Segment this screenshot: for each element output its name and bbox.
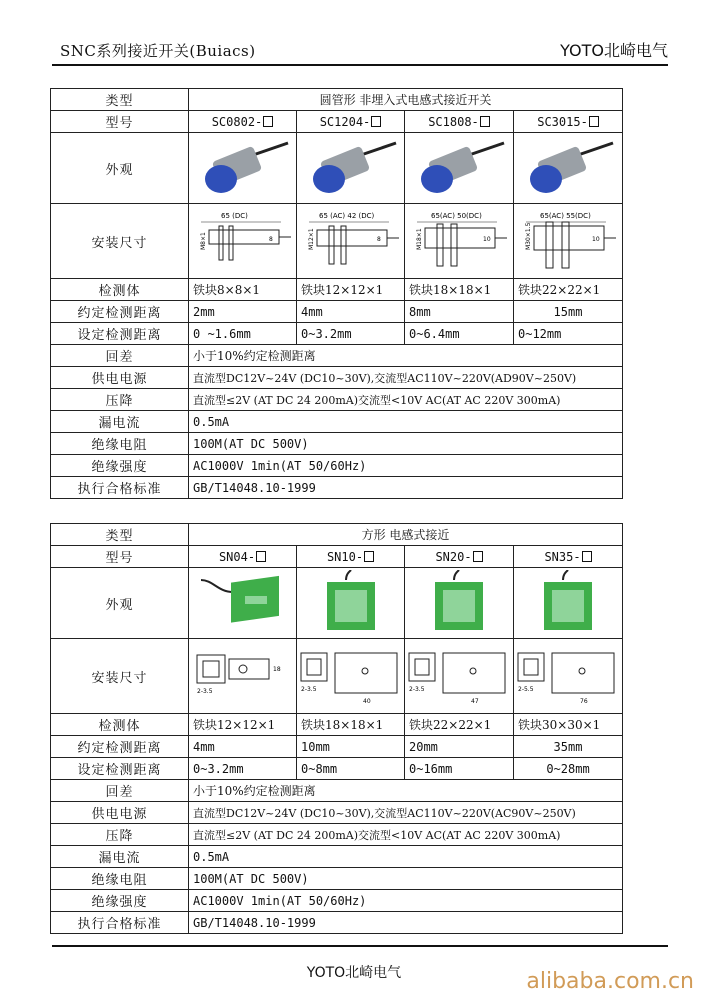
svg-text:8: 8 bbox=[268, 236, 273, 243]
sensor-photo bbox=[514, 133, 623, 204]
drop-value: 直流型≤2V (AT DC 24 200mA)交流型<10V AC(AT AC 220V 300mA) bbox=[189, 824, 623, 846]
model-cell: SC0802- bbox=[189, 111, 297, 133]
detect-cell: 铁块12×12×1 bbox=[297, 279, 405, 301]
box-symbol bbox=[263, 116, 273, 127]
square-sensor-icon bbox=[518, 570, 618, 636]
dimension-diagram-icon bbox=[299, 206, 403, 276]
table-row bbox=[51, 345, 623, 367]
table-row bbox=[51, 824, 623, 846]
sensor-photo bbox=[514, 568, 623, 639]
set-cell: 0~16mm bbox=[405, 758, 514, 780]
detect-cell: 铁块8×8×1 bbox=[189, 279, 297, 301]
sensor-photo bbox=[189, 133, 297, 204]
dimension-diagram-icon bbox=[191, 641, 295, 711]
dimension-diagram-icon bbox=[516, 206, 620, 276]
table-row bbox=[51, 477, 623, 499]
set-cell: 0~28mm bbox=[514, 758, 623, 780]
rated-cell: 8mm bbox=[405, 301, 514, 323]
power-value: 直流型DC12V~24V (DC10~30V),交流型AC110V~220V(AD90V~250V) bbox=[189, 367, 623, 389]
row-label: 供电电源 bbox=[51, 367, 189, 389]
dimension-diagram-icon bbox=[407, 206, 511, 276]
row-label: 漏电流 bbox=[51, 846, 189, 868]
row-label: 类型 bbox=[51, 89, 189, 111]
row-label: 安装尺寸 bbox=[51, 639, 189, 714]
leak-value: 0.5mA bbox=[189, 846, 623, 868]
row-label: 类型 bbox=[51, 524, 189, 546]
detect-cell: 铁块18×18×1 bbox=[405, 279, 514, 301]
set-cell: 0~3.2mm bbox=[297, 323, 405, 345]
table-row bbox=[51, 524, 623, 546]
rated-cell: 20mm bbox=[405, 736, 514, 758]
row-label: 约定检测距离 bbox=[51, 301, 189, 323]
svg-text:10: 10 bbox=[483, 236, 491, 243]
type-value: 圆管形 非埋入式电感式接近开关 bbox=[189, 89, 623, 111]
row-label: 型号 bbox=[51, 546, 189, 568]
square-sensor-spec-table bbox=[50, 523, 623, 934]
row-label: 回差 bbox=[51, 345, 189, 367]
svg-text:65(AC) 50(DC): 65(AC) 50(DC) bbox=[431, 212, 482, 220]
row-label: 绝缘强度 bbox=[51, 455, 189, 477]
table-row bbox=[51, 714, 623, 736]
hyst-value: 小于10%约定检测距离 bbox=[189, 345, 623, 367]
table-row bbox=[51, 780, 623, 802]
box-symbol bbox=[589, 116, 599, 127]
row-label: 压降 bbox=[51, 389, 189, 411]
row-label: 执行合格标准 bbox=[51, 477, 189, 499]
svg-text:65(AC) 55(DC): 65(AC) 55(DC) bbox=[540, 212, 591, 220]
detect-cell: 铁块22×22×1 bbox=[514, 279, 623, 301]
svg-text:8: 8 bbox=[376, 236, 381, 243]
svg-text:10: 10 bbox=[592, 236, 600, 243]
header-brand: YOTO北崎电气 bbox=[560, 41, 668, 60]
set-cell: 0~3.2mm bbox=[189, 758, 297, 780]
svg-text:M12×1: M12×1 bbox=[307, 228, 315, 250]
table-row bbox=[51, 411, 623, 433]
dimension-drawing bbox=[189, 639, 297, 714]
rated-cell: 2mm bbox=[189, 301, 297, 323]
row-label: 设定检测距离 bbox=[51, 323, 189, 345]
rated-cell: 10mm bbox=[297, 736, 405, 758]
row-label: 外观 bbox=[51, 133, 189, 204]
table-row bbox=[51, 367, 623, 389]
row-label: 检测体 bbox=[51, 714, 189, 736]
standard-value: GB/T14048.10-1999 bbox=[189, 912, 623, 934]
table-row bbox=[51, 133, 623, 204]
table-row bbox=[51, 301, 623, 323]
set-cell: 0~8mm bbox=[297, 758, 405, 780]
model-cell: SC1204- bbox=[297, 111, 405, 133]
table-row bbox=[51, 912, 623, 934]
table-row bbox=[51, 89, 623, 111]
row-label: 设定检测距离 bbox=[51, 758, 189, 780]
box-symbol bbox=[480, 116, 490, 127]
sensor-photo bbox=[405, 133, 514, 204]
table-row bbox=[51, 455, 623, 477]
svg-text:M8×1: M8×1 bbox=[199, 232, 207, 250]
cylinder-sensor-icon bbox=[409, 135, 509, 201]
hyst-value: 小于10%约定检测距离 bbox=[189, 780, 623, 802]
table-row bbox=[51, 389, 623, 411]
set-cell: 0~6.4mm bbox=[405, 323, 514, 345]
table-row bbox=[51, 846, 623, 868]
power-value: 直流型DC12V~24V (DC10~30V),交流型AC110V~220V(AC90V~250V) bbox=[189, 802, 623, 824]
svg-text:2-3.5: 2-3.5 bbox=[300, 686, 317, 693]
table-row bbox=[51, 546, 623, 568]
set-cell: 0~12mm bbox=[514, 323, 623, 345]
detect-cell: 铁块12×12×1 bbox=[189, 714, 297, 736]
cylinder-sensor-icon bbox=[301, 135, 401, 201]
svg-text:18: 18 bbox=[272, 666, 281, 673]
square-sensor-icon bbox=[301, 570, 401, 636]
row-label: 执行合格标准 bbox=[51, 912, 189, 934]
watermark: alibaba.com.cn bbox=[526, 969, 694, 994]
detect-cell: 铁块30×30×1 bbox=[514, 714, 623, 736]
row-label: 压降 bbox=[51, 824, 189, 846]
table-row bbox=[51, 204, 623, 279]
table-row bbox=[51, 639, 623, 714]
dimension-drawing bbox=[405, 204, 514, 279]
sensor-photo bbox=[405, 568, 514, 639]
rated-cell: 4mm bbox=[297, 301, 405, 323]
table-row bbox=[51, 736, 623, 758]
table-row bbox=[51, 802, 623, 824]
row-label: 回差 bbox=[51, 780, 189, 802]
set-cell: 0 ~1.6mm bbox=[189, 323, 297, 345]
footer-brand: YOTO北崎电气 bbox=[306, 965, 402, 981]
row-label: 约定检测距离 bbox=[51, 736, 189, 758]
box-symbol bbox=[256, 551, 266, 562]
svg-text:65 (AC) 42 (DC): 65 (AC) 42 (DC) bbox=[318, 212, 374, 220]
svg-text:2-3.5: 2-3.5 bbox=[409, 686, 425, 693]
box-symbol bbox=[371, 116, 381, 127]
leak-value: 0.5mA bbox=[189, 411, 623, 433]
table-row bbox=[51, 890, 623, 912]
row-label: 绝缘电阻 bbox=[51, 433, 189, 455]
sensor-photo bbox=[189, 568, 297, 639]
insulation-value: 100M(AT DC 500V) bbox=[189, 868, 623, 890]
table-row bbox=[51, 868, 623, 890]
model-cell: SN04- bbox=[189, 546, 297, 568]
svg-text:2-3.5: 2-3.5 bbox=[196, 688, 213, 695]
dimension-drawing bbox=[514, 204, 623, 279]
row-label: 型号 bbox=[51, 111, 189, 133]
svg-text:M18×1: M18×1 bbox=[416, 228, 423, 250]
dimension-diagram-icon bbox=[516, 641, 620, 711]
row-label: 安装尺寸 bbox=[51, 204, 189, 279]
box-symbol bbox=[473, 551, 483, 562]
row-label: 绝缘强度 bbox=[51, 890, 189, 912]
sensor-photo bbox=[297, 568, 405, 639]
table-row bbox=[51, 758, 623, 780]
round-sensor-spec-table bbox=[50, 88, 623, 499]
table-row bbox=[51, 433, 623, 455]
dimension-drawing bbox=[189, 204, 297, 279]
model-cell: SN10- bbox=[297, 546, 405, 568]
box-symbol bbox=[582, 551, 592, 562]
rated-cell: 15mm bbox=[514, 301, 623, 323]
box-symbol bbox=[364, 551, 374, 562]
cylinder-sensor-icon bbox=[518, 135, 618, 201]
footer-rule bbox=[52, 945, 668, 947]
model-cell: SC3015- bbox=[514, 111, 623, 133]
insulation-value: 100M(AT DC 500V) bbox=[189, 433, 623, 455]
dimension-drawing bbox=[297, 204, 405, 279]
model-cell: SN35- bbox=[514, 546, 623, 568]
square-sensor-icon bbox=[409, 570, 509, 636]
model-cell: SN20- bbox=[405, 546, 514, 568]
drop-value: 直流型≤2V (AT DC 24 200mA)交流型<10V AC(AT AC 220V 300mA) bbox=[189, 389, 623, 411]
table-row bbox=[51, 279, 623, 301]
model-cell: SC1808- bbox=[405, 111, 514, 133]
sensor-photo bbox=[297, 133, 405, 204]
rated-cell: 35mm bbox=[514, 736, 623, 758]
square-sensor-icon bbox=[193, 570, 293, 636]
dimension-diagram-icon bbox=[191, 206, 295, 276]
header-title: SNC系列接近开关(Buiacs) bbox=[60, 42, 256, 60]
table-row bbox=[51, 111, 623, 133]
dimension-drawing bbox=[514, 639, 623, 714]
table-row bbox=[51, 323, 623, 345]
row-label: 外观 bbox=[51, 568, 189, 639]
row-label: 供电电源 bbox=[51, 802, 189, 824]
svg-text:40: 40 bbox=[362, 698, 371, 705]
row-label: 检测体 bbox=[51, 279, 189, 301]
standard-value: GB/T14048.10-1999 bbox=[189, 477, 623, 499]
row-label: 漏电流 bbox=[51, 411, 189, 433]
svg-text:65 (DC): 65 (DC) bbox=[220, 212, 248, 220]
type-value: 方形 电感式接近 bbox=[189, 524, 623, 546]
dimension-drawing bbox=[405, 639, 514, 714]
svg-text:2-5.5: 2-5.5 bbox=[518, 686, 534, 693]
row-label: 绝缘电阻 bbox=[51, 868, 189, 890]
strength-value: AC1000V 1min(AT 50/60Hz) bbox=[189, 455, 623, 477]
strength-value: AC1000V 1min(AT 50/60Hz) bbox=[189, 890, 623, 912]
dimension-drawing bbox=[297, 639, 405, 714]
dimension-diagram-icon bbox=[299, 641, 403, 711]
table-row bbox=[51, 568, 623, 639]
cylinder-sensor-icon bbox=[193, 135, 293, 201]
svg-text:76: 76 bbox=[580, 698, 588, 705]
svg-text:47: 47 bbox=[471, 698, 479, 705]
rated-cell: 4mm bbox=[189, 736, 297, 758]
header-rule bbox=[52, 64, 668, 66]
svg-text:M30×1.5: M30×1.5 bbox=[525, 222, 532, 250]
dimension-diagram-icon bbox=[407, 641, 511, 711]
detect-cell: 铁块18×18×1 bbox=[297, 714, 405, 736]
detect-cell: 铁块22×22×1 bbox=[405, 714, 514, 736]
